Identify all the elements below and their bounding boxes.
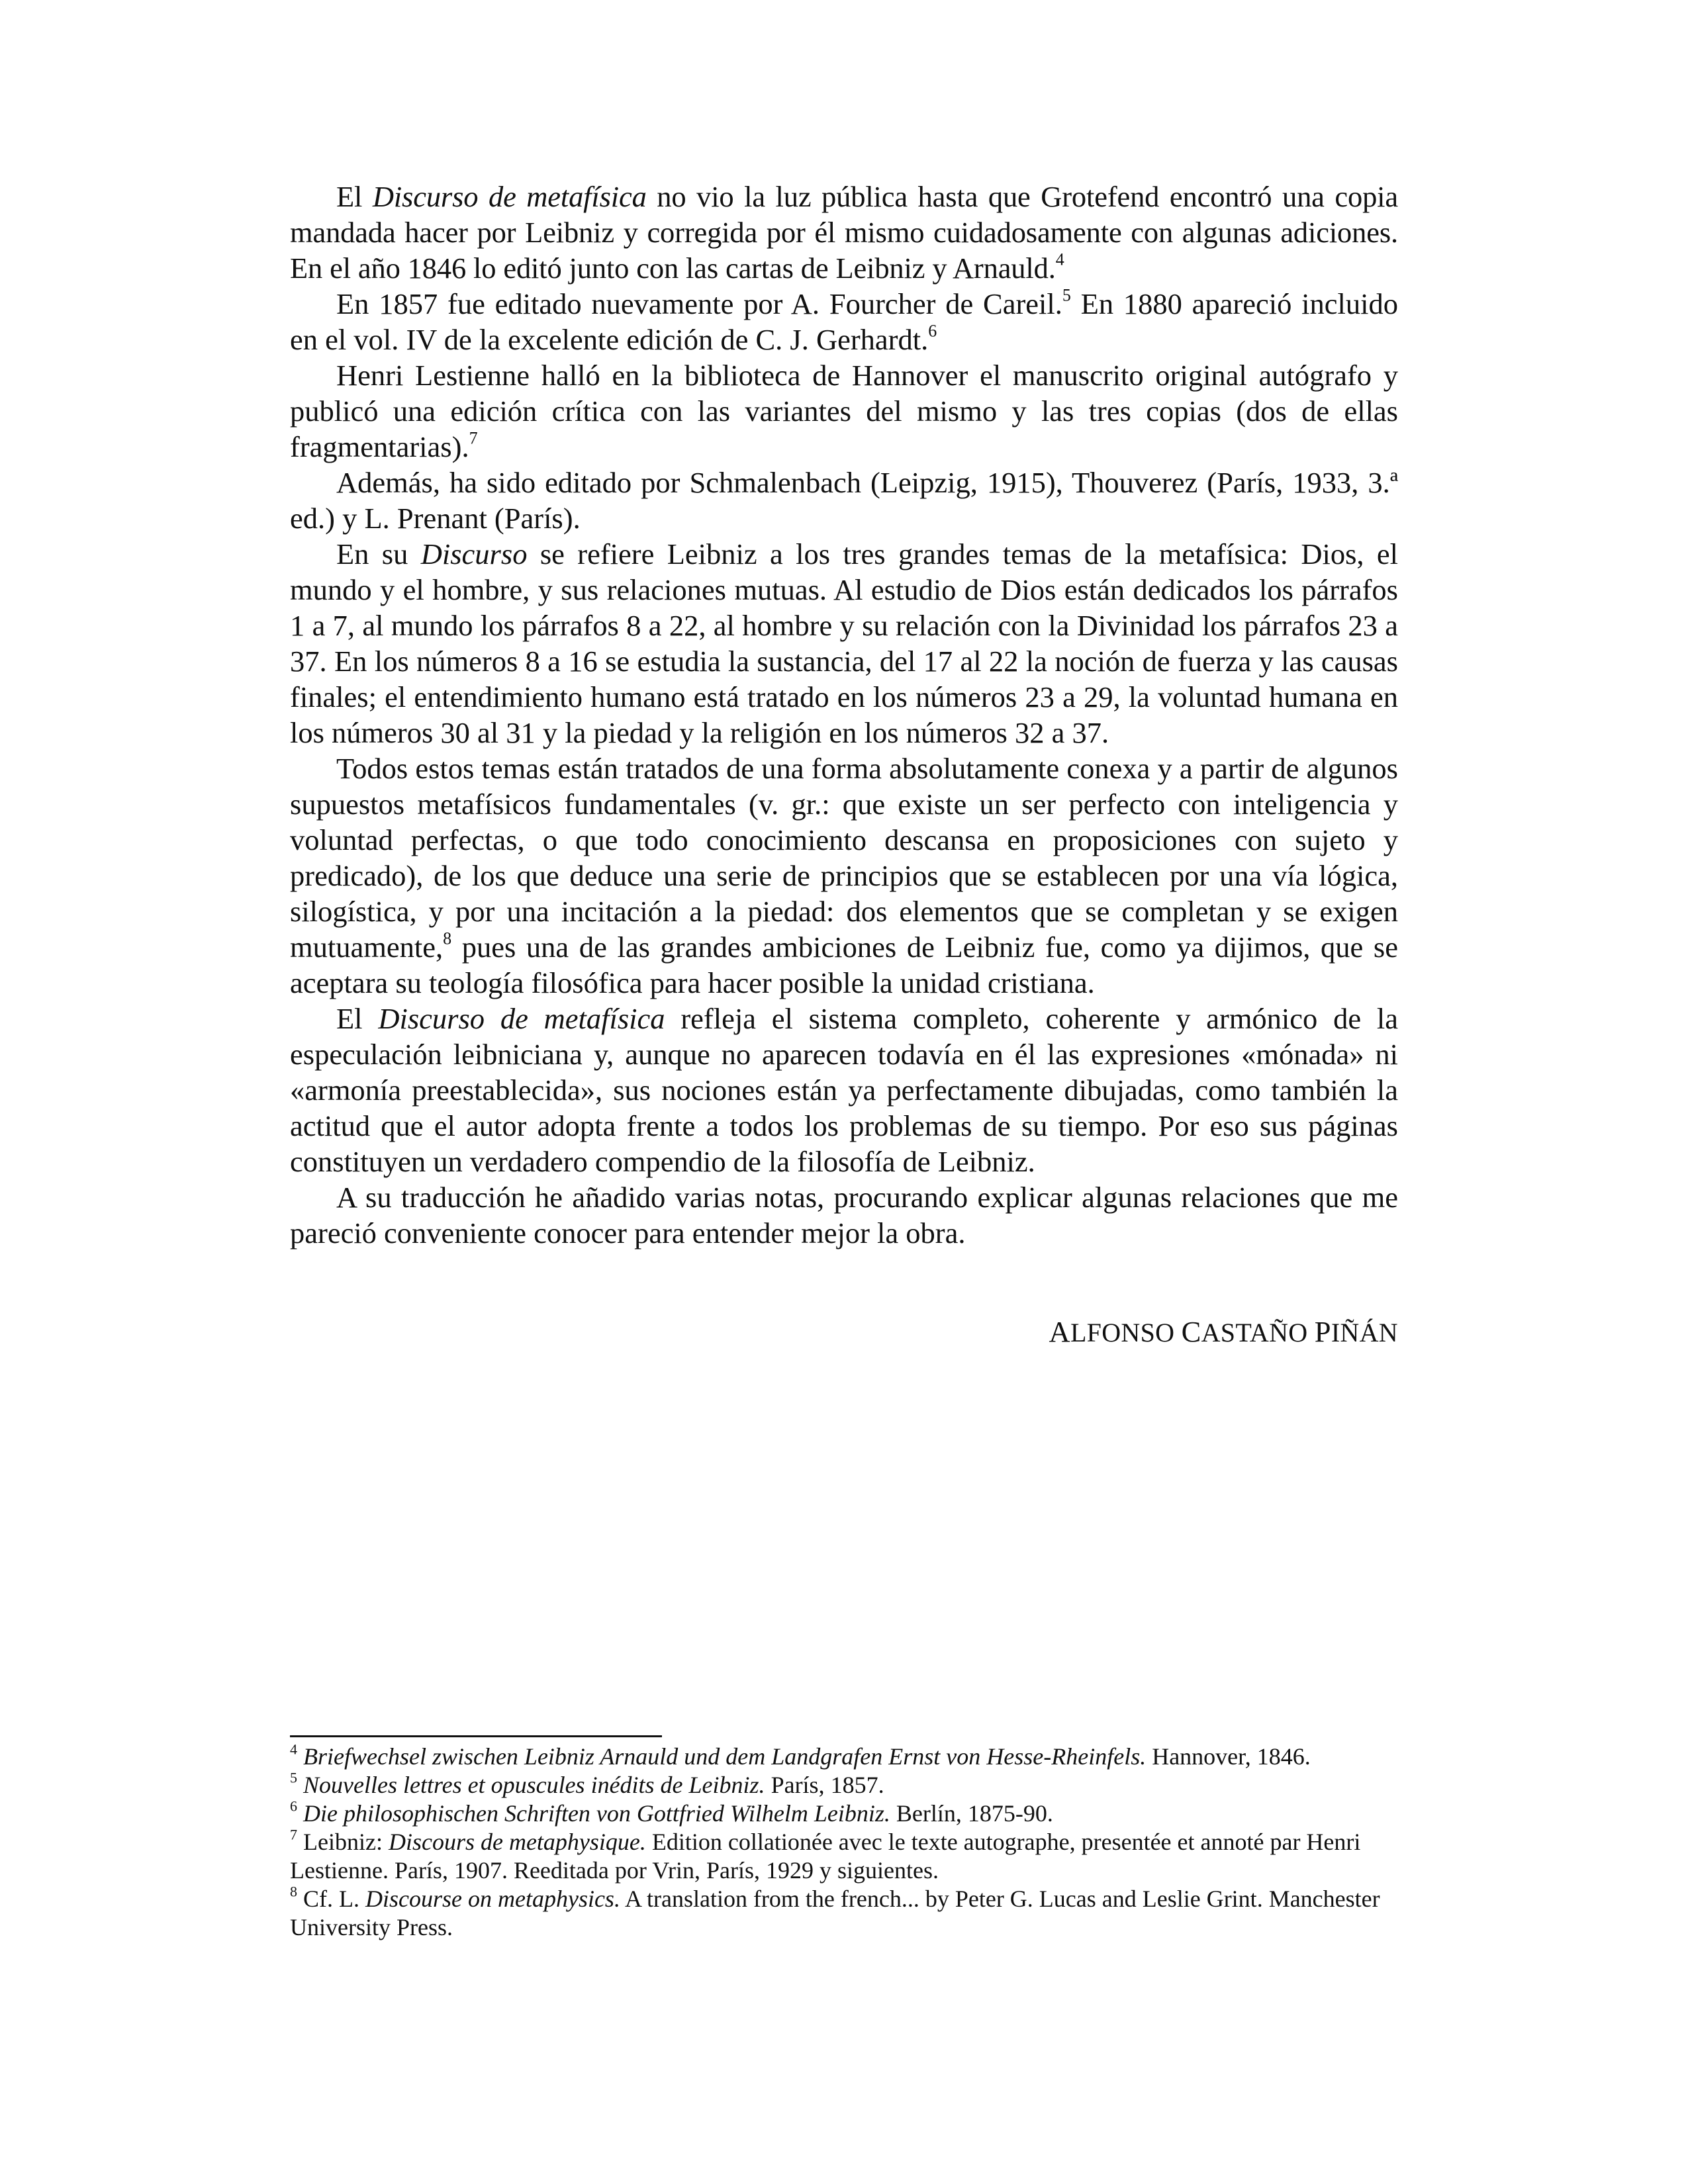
footnote-ref: 4 bbox=[290, 1741, 297, 1758]
text-run: Berlín, 1875-90. bbox=[890, 1800, 1053, 1827]
text-run: se refiere Leibniz a los tres grandes temas de la metafísica: Dios, el mundo y el hombre, y sus relaciones mutuas. Al estudio de Dios están dedicados los párrafos 1 a 7, al mundo los párrafos 8 a 22, al hombre y su relación con la Divinidad los párrafos 23 a 37. En los números 8 a 16 se estudia la sustancia, del 17 al 22 la noción de fuerza y las causas finales; el entendimiento humano está tratado en los números 23 a 29, la voluntad humana en los números 30 al 31 y la piedad y la religión en los números 32 a 37. bbox=[290, 537, 1398, 749]
footnote-ref: 5 bbox=[1062, 285, 1071, 305]
text-run: Leibniz: bbox=[297, 1829, 389, 1855]
paragraph bbox=[290, 751, 1398, 1001]
text-run: IÑÁN bbox=[1331, 1318, 1398, 1347]
footnotes bbox=[290, 1743, 1398, 1942]
footnote bbox=[290, 1828, 1398, 1885]
paragraph bbox=[290, 465, 1398, 536]
text-run: C bbox=[1181, 1315, 1201, 1348]
text-run bbox=[297, 1800, 303, 1827]
footnote-ref: 5 bbox=[290, 1769, 297, 1786]
footnote-ref: 7 bbox=[469, 428, 478, 448]
author-signature bbox=[1049, 1314, 1398, 1351]
text-run: El bbox=[336, 180, 373, 213]
text-run: Además, ha sido editado por Schmalenbach (Leipzig, 1915), Thouverez (París, 1933, 3.ª ed.) y L. Prenant (París). bbox=[290, 466, 1398, 535]
italic-title: Discurso bbox=[420, 537, 528, 570]
italic-title: Discurso de metafísica bbox=[378, 1002, 665, 1035]
text-run: A su traducción he añadido varias notas, procurando explicar algunas relaciones que me pareció conveniente conocer para entender mejor la obra. bbox=[290, 1181, 1398, 1250]
footnote-separator bbox=[290, 1735, 662, 1737]
text-run: Cf. L. bbox=[297, 1886, 365, 1912]
text-run: París, 1857. bbox=[765, 1772, 884, 1798]
footnote-ref: 4 bbox=[1055, 250, 1064, 269]
footnote bbox=[290, 1885, 1398, 1942]
text-run: A bbox=[1049, 1315, 1070, 1348]
footnote-ref: 7 bbox=[290, 1826, 297, 1843]
text-run: P bbox=[1314, 1315, 1331, 1348]
text-run: En 1880 apareció incluido en el vol. IV de la excelente edición de C. J. Gerhardt. bbox=[290, 287, 1398, 356]
paragraph bbox=[290, 536, 1398, 751]
text-run: ASTAÑO bbox=[1201, 1318, 1315, 1347]
footnote bbox=[290, 1799, 1398, 1828]
text-run: pues una de las grandes ambiciones de Leibniz fue, como ya dijimos, que se aceptara su teología filosófica para hacer posible la unidad cristiana. bbox=[290, 931, 1398, 999]
text-run bbox=[297, 1743, 303, 1770]
text-run bbox=[297, 1772, 303, 1798]
text-run: Henri Lestienne halló en la biblioteca de Hannover el manuscrito original autógrafo y publicó una edición crítica con las variantes del mismo y las tres copias (dos de ellas fragmentarias). bbox=[290, 359, 1398, 463]
text-run: Edition collationée avec le texte autographe, presentée et annoté par Henri Lestienne. París, 1907. Reeditada por Vrin, París, 1929 y siguientes. bbox=[290, 1829, 1361, 1884]
paragraph bbox=[290, 179, 1398, 286]
text-run: El bbox=[336, 1002, 379, 1035]
text-run: Hannover, 1846. bbox=[1146, 1743, 1311, 1770]
footnote-ref: 8 bbox=[443, 929, 452, 948]
footnote-ref: 6 bbox=[290, 1797, 297, 1815]
footnote-ref: 6 bbox=[928, 321, 937, 341]
body-text bbox=[290, 179, 1398, 1251]
italic-title: Die philosophischen Schriften von Gottfried Wilhelm Leibniz. bbox=[303, 1800, 890, 1827]
footnote bbox=[290, 1771, 1398, 1799]
text-run: En 1857 fue editado nuevamente por A. Fourcher de Careil. bbox=[336, 287, 1062, 320]
footnote-ref: 8 bbox=[290, 1883, 297, 1900]
italic-title: Nouvelles lettres et opuscules inédits de Leibniz. bbox=[303, 1772, 765, 1798]
text-run: En su bbox=[336, 537, 421, 570]
italic-title: Briefwechsel zwischen Leibniz Arnauld und dem Landgrafen Ernst von Hesse-Rheinfels. bbox=[303, 1743, 1147, 1770]
italic-title: Discours de metaphysique. bbox=[388, 1829, 646, 1855]
paragraph bbox=[290, 286, 1398, 357]
text-run: no vio la luz pública hasta que Grotefend encontró una copia mandada hacer por Leibniz y corregida por él mismo cuidadosamente con algunas adiciones. En el año 1846 lo editó junto con las cartas de Leibniz y Arnauld. bbox=[290, 180, 1398, 285]
text-run: LFONSO bbox=[1070, 1318, 1182, 1347]
text-run: refleja el sistema completo, coherente y armónico de la especulación leibniciana y, aunque no aparecen todavía en él las expresiones «mónada» ni «armonía preestablecida», sus nociones están ya perfectamente dibujadas, como también la actitud que el autor adopta frente a todos los problemas de su tiempo. Por eso sus páginas constituyen un verdadero compendio de la filosofía de Leibniz. bbox=[290, 1002, 1399, 1178]
paragraph bbox=[290, 1179, 1398, 1251]
paragraph bbox=[290, 357, 1398, 465]
italic-title: Discourse on metaphysics. bbox=[365, 1886, 620, 1912]
italic-title: Discurso de metafísica bbox=[372, 180, 647, 213]
text-run: A translation from the french... by Peter G. Lucas and Leslie Grint. Manchester University Press. bbox=[290, 1886, 1380, 1940]
text-run: Todos estos temas están tratados de una forma absolutamente conexa y a partir de algunos supuestos metafísicos fundamentales (v. gr.: que existe un ser perfecto con inteligencia y voluntad perfectas, o que todo conocimiento descansa en proposiciones con sujeto y predicado), de los que deduce una serie de principios que se establecen por una vía lógica, silogística, y por una incitación a la piedad: dos elementos que se completan y se exigen mutuamente, bbox=[290, 752, 1398, 964]
paragraph bbox=[290, 1001, 1398, 1179]
footnote bbox=[290, 1743, 1398, 1771]
